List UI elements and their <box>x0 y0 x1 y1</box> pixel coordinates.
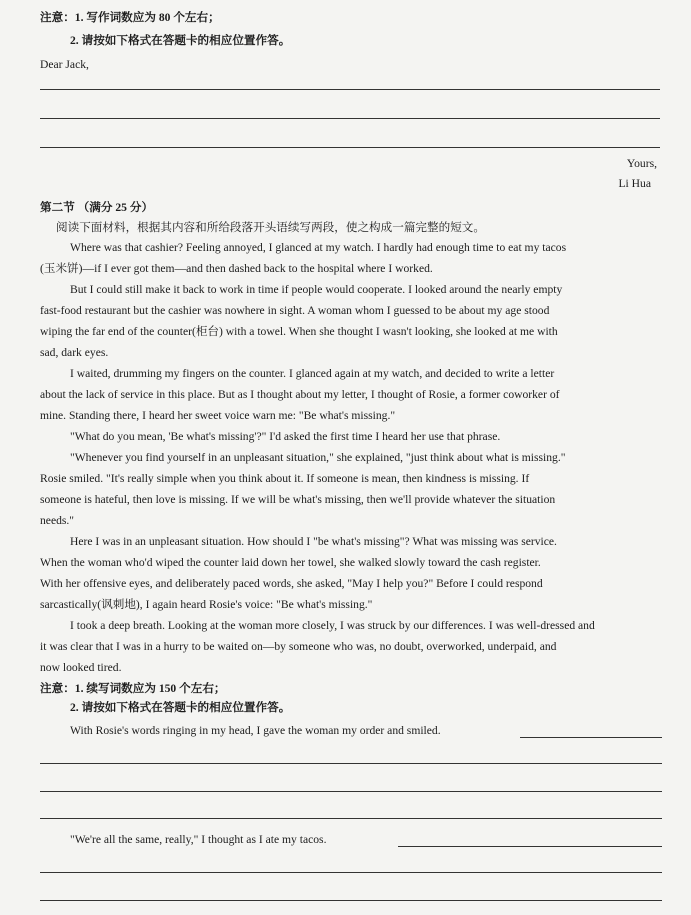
task1-note-1: 注意：1. 写作词数应为 80 个左右； <box>40 11 220 24</box>
passage-line: I waited, drumming my fingers on the counter. I glanced again at my watch, and decided to write a letter <box>70 367 555 380</box>
passage-line: (玉米饼)—if I ever got them—and then dashed back to the hospital where I worked. <box>40 262 433 275</box>
passage-line: Here I was in an unpleasant situation. How should I "be what's missing"? What was missing was service. <box>70 535 557 548</box>
passage-line: now looked tired. <box>40 661 122 674</box>
passage-line: fast-food restaurant but the cashier was nowhere in sight. A woman whom I guessed to be about my age stood <box>40 304 550 317</box>
task2-note-2: 2. 请按如下格式在答题卡的相应位置作答。 <box>70 701 291 714</box>
passage-line: With her offensive eyes, and deliberately paced words, she asked, "May I help you?" Before I could respond <box>40 577 543 590</box>
passage-line: sad, dark eyes. <box>40 346 109 359</box>
letter-greeting: Dear Jack, <box>40 58 89 71</box>
task2-note-1: 注意：1. 续写词数应为 150 个左右； <box>40 682 226 695</box>
passage-line: "Whenever you find yourself in an unpleasant situation," she explained, "just think about what is missing." <box>70 451 566 464</box>
answer-line <box>40 872 662 873</box>
section-title: 第二节 （满分 25 分） <box>40 201 154 214</box>
section-instruction: 阅读下面材料，根据其内容和所给段落开头语续写两段，使之构成一篇完整的短文。 <box>56 221 485 234</box>
passage-line: Where was that cashier? Feeling annoyed, I glanced at my watch. I hardly had enough time to eat my tacos <box>70 241 567 254</box>
passage-line: mine. Standing there, I heard her sweet voice warn me: "Be what's missing." <box>40 409 396 422</box>
answer-line <box>40 763 662 764</box>
passage-line: I took a deep breath. Looking at the woman more closely, I was struck by our differences. I was well-dressed and <box>70 619 595 632</box>
passage-line: But I could still make it back to work in time if people would cooperate. I looked around the nearly empty <box>70 283 563 296</box>
passage-line: needs." <box>40 514 75 527</box>
answer-line <box>40 118 660 119</box>
answer-line <box>40 147 660 148</box>
letter-signature: Li Hua <box>618 177 651 190</box>
letter-closing: Yours, <box>626 157 657 170</box>
answer-line <box>40 791 662 792</box>
answer-line <box>40 900 662 901</box>
passage-line: When the woman who'd wiped the counter laid down her towel, she walked slowly toward the cash register. <box>40 556 541 569</box>
answer-line <box>520 737 662 738</box>
answer-line <box>40 89 660 90</box>
task1-note-2: 2. 请按如下格式在答题卡的相应位置作答。 <box>70 34 291 47</box>
passage-line: Rosie smiled. "It's really simple when you think about it. If someone is mean, then kindness is missing. If <box>40 472 530 485</box>
answer-line <box>398 846 662 847</box>
passage-line: about the lack of service in this place. But as I thought about my letter, I thought of Rosie, a former coworker of <box>40 388 560 401</box>
para2-opening: "We're all the same, really," I thought as I ate my tacos. <box>70 833 327 846</box>
para1-opening: With Rosie's words ringing in my head, I gave the woman my order and smiled. <box>70 724 441 737</box>
passage-line: sarcastically(讽刺地), I again heard Rosie's voice: "Be what's missing." <box>40 598 373 611</box>
passage-line: wiping the far end of the counter(柜台) with a towel. When she thought I wasn't looking, she looked at me with <box>40 325 558 338</box>
passage-line: it was clear that I was in a hurry to be waited on—by someone who was, no doubt, overworked, underpaid, and <box>40 640 557 653</box>
passage-line: someone is hateful, then love is missing. If we will be what's missing, then we'll provide whatever the situation <box>40 493 556 506</box>
answer-line <box>40 818 662 819</box>
passage-line: "What do you mean, 'Be what's missing'?" I'd asked the first time I heard her use that phrase. <box>70 430 501 443</box>
